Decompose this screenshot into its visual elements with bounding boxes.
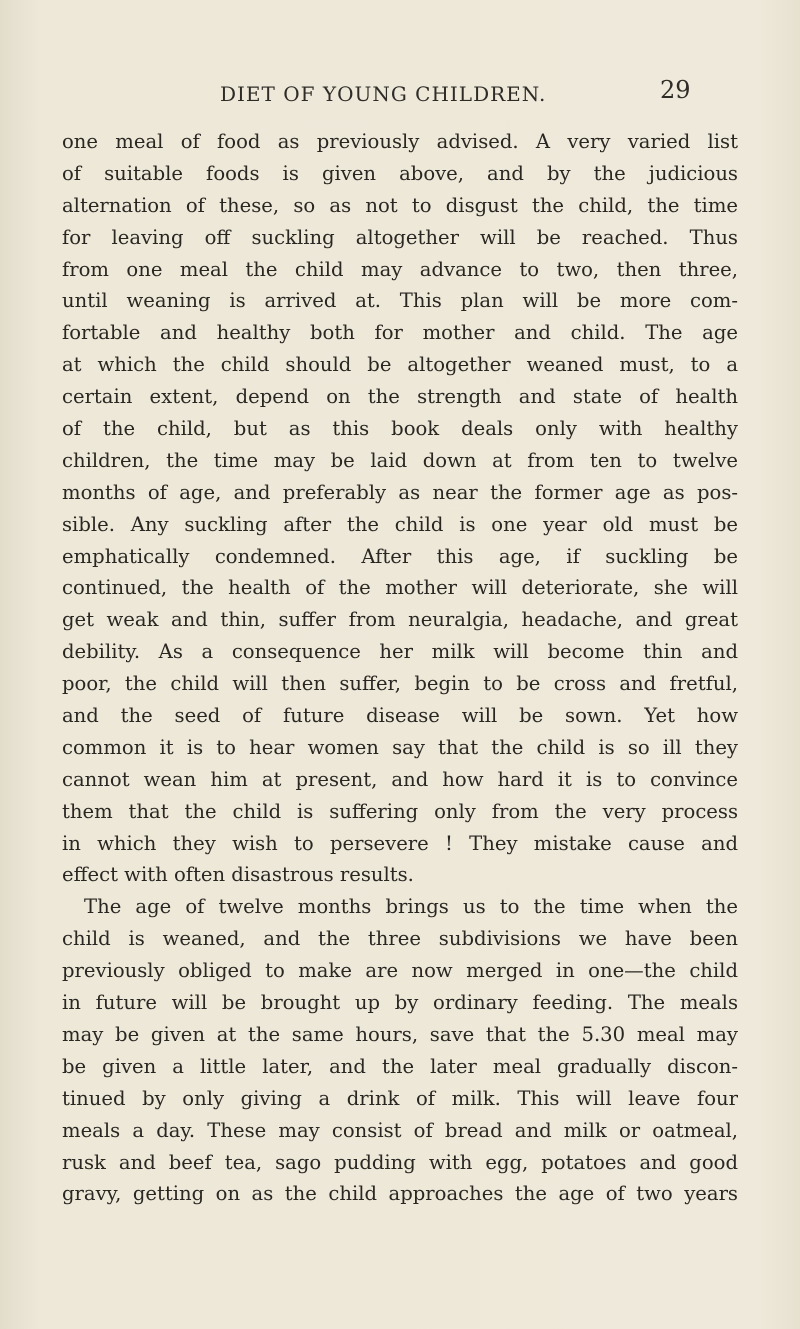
text-line: previously obliged to make are now merged in one—the child bbox=[62, 959, 738, 983]
text-line: certain extent, depend on the strength and state of health bbox=[62, 385, 738, 409]
page-header bbox=[0, 72, 800, 112]
text-line: until weaning is arrived at. This plan will be more com- bbox=[62, 289, 738, 313]
text-line: months of age, and preferably as near the former age as pos- bbox=[62, 480, 738, 504]
text-line: one meal of food as previously advised. A very varied list bbox=[62, 130, 738, 153]
text-line: of the child, but as this book deals only with healthy bbox=[62, 417, 738, 441]
text-line: child is weaned, and the three subdivisions we have been bbox=[62, 927, 738, 951]
text-line: alternation of these, so as not to disgust the child, the time bbox=[62, 193, 738, 217]
text-line: cannot wean him at present, and how hard it is to convince bbox=[62, 767, 738, 791]
text-line: at which the child should be altogether weaned must, to a bbox=[62, 353, 738, 377]
text-line: meals a day. These may consist of bread and milk or oatmeal, bbox=[62, 1118, 738, 1142]
running-title: DIET OF YOUNG CHILDREN. bbox=[220, 82, 547, 106]
text-line: be given a little later, and the later meal gradually discon- bbox=[62, 1054, 738, 1078]
text-line: in future will be brought up by ordinary feeding. The meals bbox=[62, 991, 738, 1015]
text-line: poor, the child will then suffer, begin to be cross and fretful, bbox=[62, 672, 738, 696]
text-line: may be given at the same hours, save that the 5.30 meal may bbox=[62, 1022, 738, 1046]
text-line: children, the time may be laid down at from ten to twelve bbox=[62, 448, 738, 472]
text-line: from one meal the child may advance to two, then three, bbox=[62, 257, 738, 281]
text-line: debility. As a consequence her milk will become thin and bbox=[62, 640, 738, 664]
text-line: sible. Any suckling after the child is one year old must be bbox=[62, 512, 738, 536]
text-line: The age of twelve months brings us to the time when the bbox=[84, 895, 738, 919]
text-line: them that the child is suffering only from the very process bbox=[62, 799, 738, 823]
text-line: in which they wish to persevere ! They mistake cause and bbox=[62, 831, 738, 855]
text-line: and the seed of future disease will be sown. Yet how bbox=[62, 704, 738, 728]
text-line: gravy, getting on as the child approaches the age of two years bbox=[62, 1182, 738, 1206]
text-line: effect with often disastrous results. bbox=[62, 863, 414, 887]
text-line: continued, the health of the mother will deteriorate, she will bbox=[62, 576, 738, 600]
text-line: tinued by only giving a drink of milk. This will leave four bbox=[62, 1086, 738, 1110]
page-number: 29 bbox=[660, 76, 691, 104]
text-line: for leaving off suckling altogether will be reached. Thus bbox=[62, 225, 738, 249]
text-line: rusk and beef tea, sago pudding with egg, potatoes and good bbox=[62, 1150, 738, 1174]
text-line: emphatically condemned. After this age, if suckling be bbox=[62, 544, 738, 568]
body-text bbox=[62, 126, 738, 1210]
text-line: get weak and thin, suffer from neuralgia, headache, and great bbox=[62, 608, 738, 632]
text-line: common it is to hear women say that the child is so ill they bbox=[62, 735, 738, 759]
text-line: fortable and healthy both for mother and child. The age bbox=[62, 321, 738, 345]
text-line: of suitable foods is given above, and by the judicious bbox=[62, 161, 738, 185]
